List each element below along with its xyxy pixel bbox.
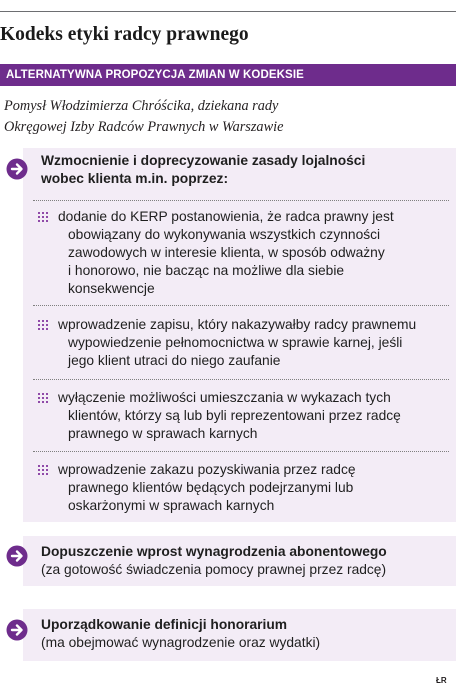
section-note: (ma obejmować wynagrodzenie oraz wydatki) bbox=[41, 635, 321, 650]
dotted-square-bullet-icon bbox=[38, 320, 48, 330]
item-line: klientów, którzy są lub byli reprezentowani przez radcę bbox=[68, 408, 401, 423]
circle-arrow-right-icon bbox=[6, 158, 28, 180]
dotted-square-bullet-icon bbox=[38, 465, 48, 475]
section-heading: Dopuszczenie wprost wynagrodzenia abonentowego bbox=[41, 544, 387, 559]
dotted-divider bbox=[33, 451, 449, 452]
heading-line: Wzmocnienie i doprecyzowanie zasady lojalności bbox=[41, 153, 366, 168]
item-line: obowiązany do wykonywania wszystkich czynności bbox=[68, 227, 381, 242]
item-line: wyłączenie możliwości umieszczania w wykazach tych bbox=[58, 390, 391, 405]
item-line: jego klient utraci do niego zaufanie bbox=[68, 353, 281, 368]
item-line: dodanie do KERP postanowienia, że radca prawny jest bbox=[58, 209, 394, 224]
item-line: wypowiedzenie pełnomocnictwa w sprawie karnej, jeśli bbox=[68, 335, 403, 350]
subtitle bbox=[4, 96, 454, 138]
item-line: prawnego w sprawach karnych bbox=[68, 426, 258, 441]
item-line: konsekwencje bbox=[68, 281, 155, 296]
item-line: prawnego klientów będących podejrzanymi lub bbox=[68, 480, 354, 495]
section-heading: Uporządkowanie definicji honorarium bbox=[41, 617, 288, 632]
list-item bbox=[58, 208, 453, 298]
section-heading bbox=[41, 152, 451, 188]
dotted-divider bbox=[33, 200, 449, 201]
dotted-square-bullet-icon bbox=[38, 212, 48, 222]
section-note: (za gotowość świadczenia pomocy prawnej przez radcę) bbox=[41, 562, 387, 577]
top-rule bbox=[0, 11, 456, 12]
dotted-square-bullet-icon bbox=[38, 393, 48, 403]
page-title: Kodeks etyki radcy prawnego bbox=[0, 24, 249, 45]
item-line: oskarżonymi w sprawach karnych bbox=[68, 498, 275, 513]
author-credit: ŁR bbox=[436, 676, 447, 685]
item-line: wprowadzenie zakazu pozyskiwania przez radcę bbox=[58, 462, 356, 477]
list-item bbox=[58, 461, 453, 515]
dotted-divider bbox=[33, 379, 449, 380]
circle-arrow-right-icon bbox=[6, 545, 28, 567]
item-line: zawodowych w interesie klienta, w sposób odważny bbox=[68, 245, 385, 260]
dotted-divider bbox=[33, 305, 449, 306]
list-item bbox=[58, 316, 453, 370]
heading-line: wobec klienta m.in. poprzez: bbox=[41, 171, 229, 186]
circle-arrow-right-icon bbox=[6, 619, 28, 641]
subtitle-line: Okręgowej Izby Radców Prawnych w Warszawie bbox=[4, 119, 284, 135]
list-item bbox=[58, 389, 453, 443]
item-line: wprowadzenie zapisu, który nakazywałby radcy prawnemu bbox=[58, 317, 417, 332]
subtitle-line: Pomysł Włodzimierza Chróścika, dziekana rady bbox=[4, 98, 279, 114]
section-banner: ALTERNATYWNA PROPOZYCJA ZMIAN W KODEKSIE bbox=[0, 64, 456, 86]
item-line: i honorowo, nie bacząc na możliwe dla siebie bbox=[68, 263, 345, 278]
